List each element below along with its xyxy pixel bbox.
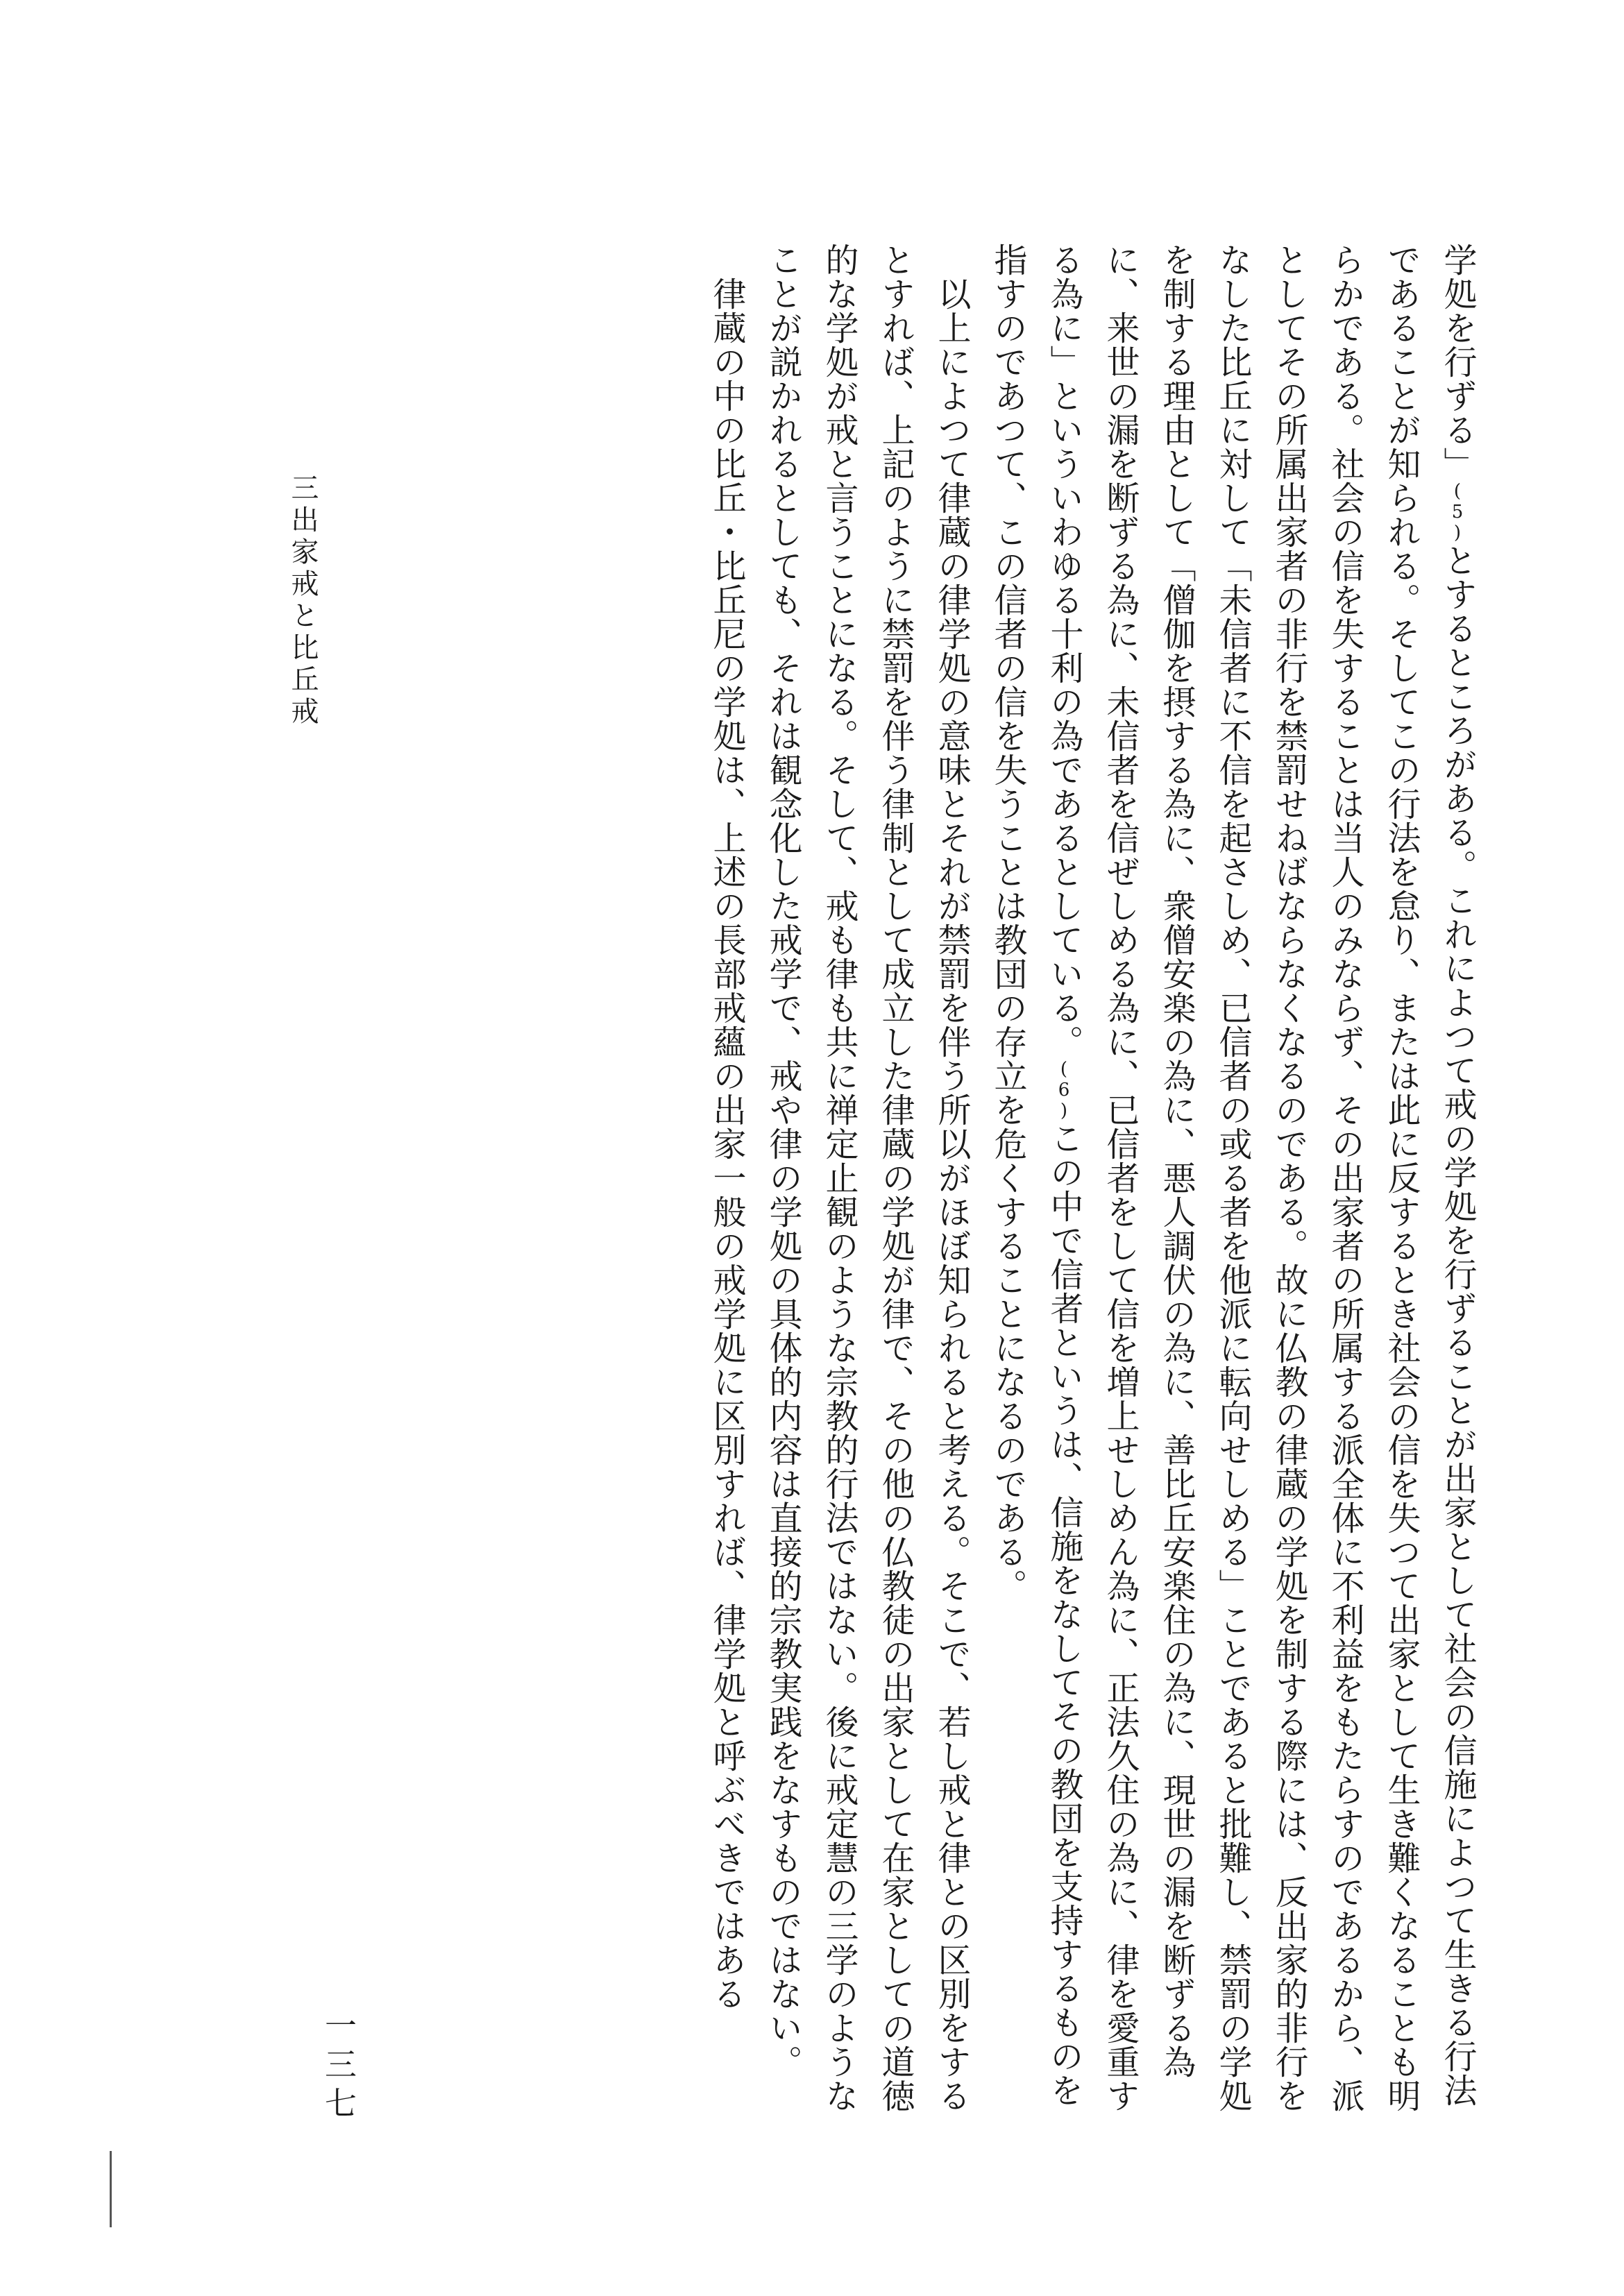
paragraph-3 [698, 243, 754, 2137]
section-heading [258, 473, 319, 729]
paragraph-1 [979, 243, 1485, 2137]
paragraph-2-text: 以上によつて律蔵の律学処の意味とそれが禁罰を伴う所以がほぼ知られると考える。そこで、若し戒と律との区別をするとすれば、上記のように禁罰を伴う律制として成立した律蔵の学処が律で、その他の仏教徒の出家として在家としての道徳的な学処が戒と言うことになる。そして、戒も律も共に禅定止観のような宗教的行法ではない。後に戒定慧の三学のようなことが説かれるとしても、それは観念化した戒学で、戒や律の学処の具体的内容は直接的宗教実践をなすものではない。 [763, 243, 971, 2113]
paragraph-1-body: とするところがある。これによつて戒の学処を行ずることが出家として社会の信施によつて生きる行法であることが知られる。そしてこの行法を怠り、または此に反するとき社会の信を失つて出家として生き難くなることも明らかである。社会の信を失することは当人のみならず、その出家者の所属する派全体に不利益をもたらすのであるから、派としてその所属出家者の非行を禁罰せねばならなくなるのである。故に仏教の律蔵の学処を制する際には、反出家的非行をなした比丘に対して「未信者に不信を起さしめ、已信者の或る者を他派に転向せしめる」ことであると批難し、禁罰の学処を制する理由として「僧伽を摂する為に、衆僧安楽の為に、悪人調伏の為に、善比丘安楽住の為に、現世の漏を断ずる為に、来世の漏を断ずる為に、未信者を信ぜしめる為に、已信者をして信を増上せしめん為に、正法久住の為に、律を愛重する為に」といういわゆる十利の為であるとしている。 [1044, 243, 1477, 2113]
body-text [698, 243, 1485, 2137]
section-number: 三 [287, 473, 319, 505]
paragraph-1-end: この中で信者というは、信施をなしてその教団を支持するものを指すのであつて、この信者の信を失うことは教団の存立を危くすることになるのである。 [988, 243, 1083, 2107]
section-title: 出家戒と比丘戒 [287, 505, 319, 729]
page-number: 一三七 [320, 2009, 357, 2125]
paragraph-1-start: 学処を行ずる」 [1438, 243, 1477, 481]
footnote-ref-6: (6) [1054, 1059, 1074, 1121]
binding-margin-mark [110, 2151, 112, 2227]
footnote-ref-5: (5) [1447, 481, 1468, 543]
paragraph-3-text: 律蔵の中の比丘・比丘尼の学処は、上述の長部戒蘊の出家一般の戒学処に区別すれば、律学処と呼ぶべきではある [707, 277, 746, 2011]
paragraph-2 [754, 243, 979, 2137]
